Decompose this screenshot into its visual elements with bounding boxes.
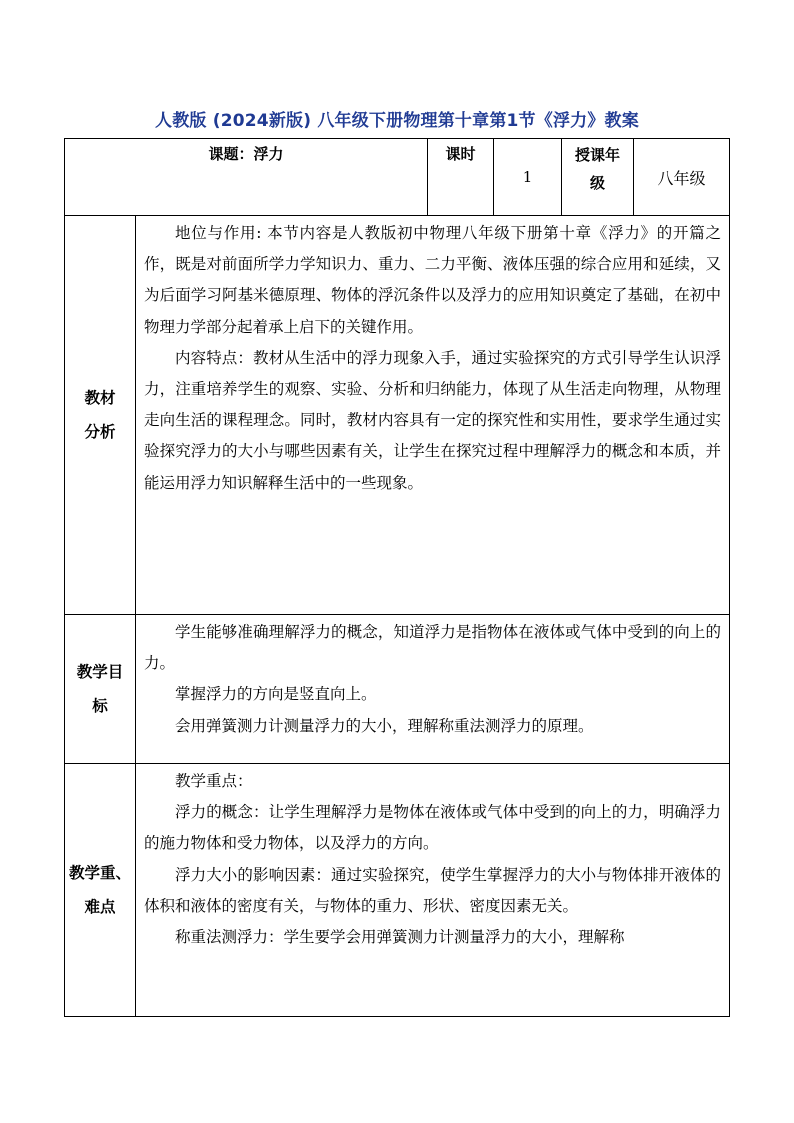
grade-label-line2: 级: [590, 174, 606, 192]
analysis-label-line1: 教材: [84, 389, 116, 407]
analysis-content: [136, 216, 730, 615]
grade-value: 八年级: [634, 139, 730, 216]
goals-label-line2: 标: [92, 697, 108, 715]
key-points-paragraph: 浮力的概念：让学生理解浮力是物体在液体或气体中受到的向上的力，明确浮力的施力物体和受力物体，以及浮力的方向。: [144, 803, 722, 853]
key-points-label-line2: 难点: [84, 898, 116, 916]
key-points-content: [136, 764, 730, 1017]
grade-label: [562, 139, 634, 216]
topic-cell: 课题：浮力: [65, 139, 428, 216]
period-label: 课时: [428, 139, 494, 216]
analysis-paragraph: 地位与作用: 本节内容是人教版初中物理八年级下册第十章《浮力》的开篇之作，既是对前面所学力学知识力、重力、二力平衡、液体压强的综合应用和延续，又为后面学习阿基米德原理、物体的浮沉条件以及浮力的应用知识奠定了基础，在初中物理力学部分起着承上启下的关键作用。: [144, 224, 722, 336]
key-points-paragraph: 浮力大小的影响因素：通过实验探究，使学生掌握浮力的大小与物体排开液体的体积和液体的密度有关，与物体的重力、形状、密度因素无关。: [144, 865, 722, 915]
analysis-paragraph: 内容特点：教材从生活中的浮力现象入手，通过实验探究的方式引导学生认识浮力，注重培养学生的观察、实验、分析和归纳能力，体现了从生活走向物理，从物理走向生活的课程理念。同时，教材内容具有一定的探究性和实用性，要求学生通过实验探究浮力的大小与哪些因素有关，让学生在探究过程中理解浮力的概念和本质，并能运用浮力知识解释生活中的一些现象。: [144, 348, 722, 492]
goals-paragraph: 会用弹簧测力计测量浮力的大小，理解称重法测浮力的原理。: [175, 716, 594, 735]
key-points-label: [65, 764, 136, 1017]
analysis-label-line2: 分析: [84, 423, 116, 441]
goals-row: [65, 615, 730, 764]
key-points-label-line1: 教学重、: [68, 864, 131, 882]
header-row: [65, 139, 730, 216]
goals-content: [136, 615, 730, 764]
key-points-paragraph: 称重法测浮力：学生要学会用弹簧测力计测量浮力的大小，理解称: [175, 928, 625, 947]
key-points-paragraph: 教学重点：: [175, 772, 253, 790]
grade-label-line1: 授课年: [575, 146, 621, 164]
key-points-row: [65, 764, 730, 1017]
period-value: 1: [494, 139, 562, 216]
goals-label: [65, 615, 136, 764]
analysis-label: [65, 216, 136, 615]
lesson-plan-table: [64, 138, 730, 1017]
analysis-row: [65, 216, 730, 615]
goals-paragraph: 学生能够准确理解浮力的概念，知道浮力是指物体在液体或气体中受到的向上的力。: [144, 623, 722, 673]
goals-label-line1: 教学目: [76, 663, 124, 681]
document-title: 人教版 (2024新版) 八年级下册物理第十章第1节《浮力》教案: [155, 111, 639, 131]
goals-paragraph: 掌握浮力的方向是竖直向上。: [175, 685, 377, 704]
